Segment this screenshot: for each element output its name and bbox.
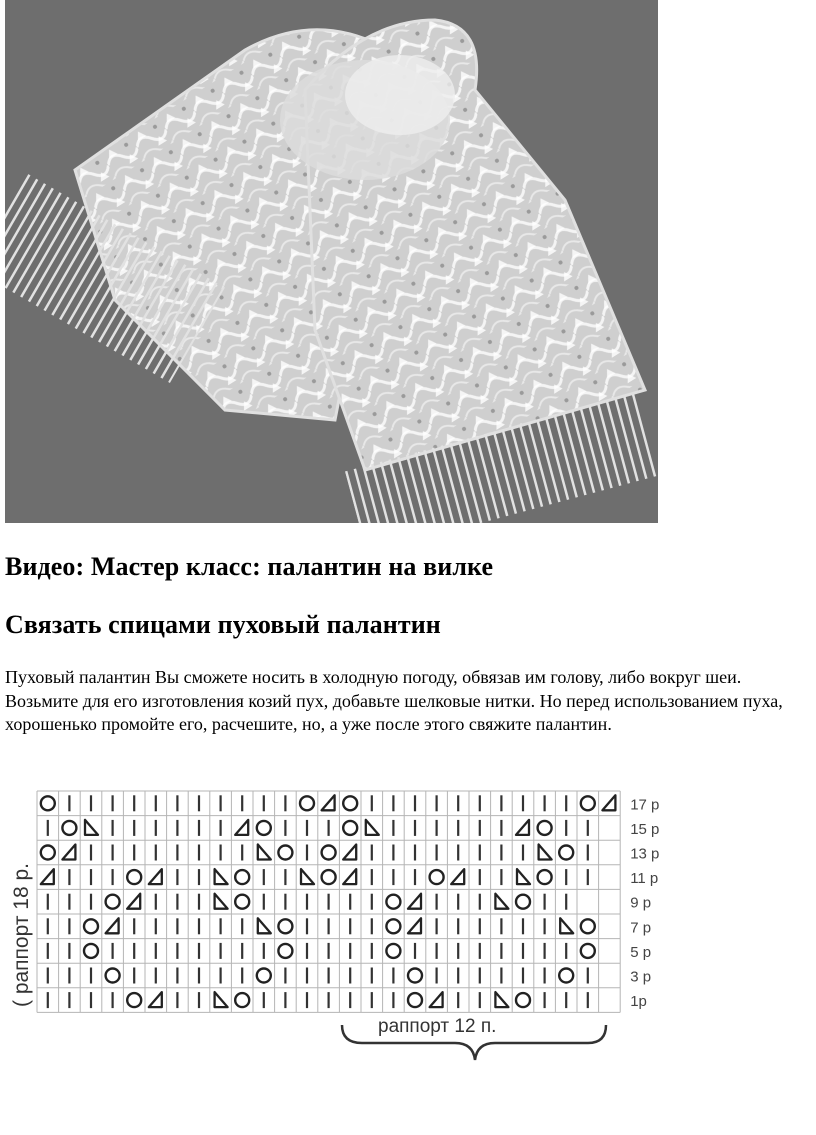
yarn-over-symbol xyxy=(581,796,595,810)
section-heading: Связать спицами пуховый палантин xyxy=(5,610,441,639)
yarn-over-symbol xyxy=(41,846,55,860)
right-decrease-symbol xyxy=(408,918,421,933)
left-decrease-symbol xyxy=(301,869,314,884)
left-decrease-symbol xyxy=(495,894,508,909)
right-decrease-symbol xyxy=(343,869,356,884)
yarn-over-symbol xyxy=(127,993,141,1007)
yarn-over-symbol xyxy=(257,969,271,983)
right-decrease-symbol xyxy=(106,918,119,933)
yarn-over-symbol xyxy=(581,944,595,958)
right-decrease-symbol xyxy=(343,845,356,860)
yarn-over-symbol xyxy=(430,870,444,884)
right-decrease-symbol xyxy=(127,894,140,909)
yarn-over-symbol xyxy=(127,870,141,884)
left-decrease-symbol xyxy=(258,918,271,933)
left-decrease-symbol xyxy=(366,820,379,835)
yarn-over-symbol xyxy=(581,919,595,933)
yarn-over-symbol xyxy=(84,944,98,958)
row-number-label: 5 р xyxy=(630,943,652,961)
yarn-over-symbol xyxy=(235,895,249,909)
yarn-over-symbol xyxy=(408,993,422,1007)
row-number-label: 3 р xyxy=(630,968,652,986)
stole-photo xyxy=(5,0,658,523)
right-decrease-symbol xyxy=(149,992,162,1007)
row-number-label: 11 р xyxy=(630,870,659,888)
left-decrease-symbol xyxy=(215,894,228,909)
yarn-over-symbol xyxy=(343,821,357,835)
video-heading: Видео: Мастер класс: палантин на вилке xyxy=(5,552,494,581)
yarn-over-symbol xyxy=(386,944,400,958)
yarn-over-symbol xyxy=(386,919,400,933)
right-decrease-symbol xyxy=(322,795,335,810)
right-decrease-symbol xyxy=(149,869,162,884)
left-decrease-symbol xyxy=(539,845,552,860)
right-decrease-symbol xyxy=(41,869,54,884)
yarn-over-symbol xyxy=(538,821,552,835)
left-decrease-symbol xyxy=(215,992,228,1007)
left-decrease-symbol xyxy=(560,918,573,933)
yarn-over-symbol xyxy=(408,969,422,983)
yarn-over-symbol xyxy=(559,846,573,860)
row-number-label: 1р xyxy=(630,993,647,1011)
yarn-over-symbol xyxy=(278,944,292,958)
yarn-over-symbol xyxy=(278,846,292,860)
right-decrease-symbol xyxy=(430,992,443,1007)
left-decrease-symbol xyxy=(517,869,530,884)
left-decrease-symbol xyxy=(85,820,98,835)
left-decrease-symbol xyxy=(215,869,228,884)
yarn-over-symbol xyxy=(559,969,573,983)
row-number-label: 9 р xyxy=(630,894,652,912)
description-paragraph: Пуховый палантин Вы сможете носить в холодную погоду, обвязав им голову, либо вокруг шеи. Возьмите для его изготовления козий пух, добавьте шелковые нитки. Но перед использованием пуха, хорошенько промойте его, расчешите, но, а уже после этого свяжите палантин. xyxy=(5,667,783,734)
right-decrease-symbol xyxy=(408,894,421,909)
row-number-label: 13 р xyxy=(630,845,660,863)
yarn-over-symbol xyxy=(106,895,120,909)
vertical-rapport-label: ( раппорт 18 р. xyxy=(10,863,33,1007)
yarn-over-symbol xyxy=(343,796,357,810)
yarn-over-symbol xyxy=(538,870,552,884)
yarn-over-symbol xyxy=(386,895,400,909)
yarn-over-symbol xyxy=(278,919,292,933)
yarn-over-symbol xyxy=(235,993,249,1007)
row-number-label: 7 р xyxy=(630,919,652,937)
yarn-over-symbol xyxy=(322,870,336,884)
yarn-over-symbol xyxy=(300,796,314,810)
right-decrease-symbol xyxy=(451,869,464,884)
horizontal-rapport-label: раппорт 12 п. xyxy=(378,1016,497,1037)
yarn-over-symbol xyxy=(257,821,271,835)
row-number-label: 15 р xyxy=(630,820,660,838)
row-number-label: 17 р xyxy=(630,796,660,814)
yarn-over-symbol xyxy=(106,969,120,983)
yarn-over-symbol xyxy=(84,919,98,933)
right-decrease-symbol xyxy=(235,820,248,835)
right-decrease-symbol xyxy=(602,795,615,810)
yarn-over-symbol xyxy=(41,796,55,810)
right-decrease-symbol xyxy=(516,820,529,835)
left-decrease-symbol xyxy=(258,845,271,860)
yarn-over-symbol xyxy=(235,870,249,884)
yarn-over-symbol xyxy=(322,846,336,860)
yarn-over-symbol xyxy=(62,821,76,835)
left-decrease-symbol xyxy=(495,992,508,1007)
right-decrease-symbol xyxy=(62,845,75,860)
yarn-over-symbol xyxy=(516,895,530,909)
yarn-over-symbol xyxy=(516,993,530,1007)
knitting-chart xyxy=(0,785,816,1085)
